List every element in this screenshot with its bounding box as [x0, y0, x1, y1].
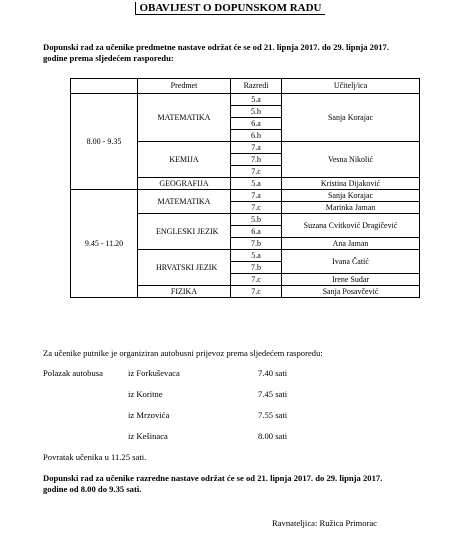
- teacher-cell: Kristina Dijaković: [282, 178, 420, 190]
- document-title: OBAVIJEST O DOPUNSKOM RADU: [0, 2, 460, 14]
- bus-time: 7.40 sati: [258, 368, 288, 378]
- outro-paragraph: Dopunski rad za učenike razredne nastave održat će se od 21. lipnja 2017. do 29. lipnja 2017. godine od 8.00 do 9.35 sati.: [43, 473, 383, 494]
- bus-from: iz Kešinaca: [128, 431, 168, 441]
- subject-cell: MATEMATIKA: [138, 94, 231, 142]
- teacher-cell: Marinka Jaman: [282, 202, 420, 214]
- bus-intro: Za učenike putnike je organiziran autobusni prijevoz prema sljedećem rasporedu:: [43, 348, 323, 358]
- subject-cell: MATEMATIKA: [138, 190, 231, 214]
- subject-cell: HRVATSKI JEZIK: [138, 250, 231, 286]
- class-cell: 7.c: [231, 286, 282, 298]
- bus-label: Polazak autobusa: [43, 368, 103, 378]
- subject-cell: KEMIJA: [138, 142, 231, 178]
- teacher-cell: Irene Sudar: [282, 274, 420, 286]
- bus-time: 8.00 sati: [258, 431, 288, 441]
- teacher-cell: Vesna Nikolić: [282, 142, 420, 178]
- teacher-cell: Suzana Cvitković Dragičević: [282, 214, 420, 238]
- class-cell: 5.a: [231, 94, 282, 106]
- class-cell: 5.a: [231, 250, 282, 262]
- header-time: [71, 79, 138, 94]
- class-cell: 5.b: [231, 106, 282, 118]
- bus-time: 7.45 sati: [258, 389, 288, 399]
- teacher-cell: Sanja Korajac: [282, 190, 420, 202]
- class-cell: 6.a: [231, 226, 282, 238]
- time-slot: 8.00 - 9.35: [71, 94, 138, 190]
- signature: Ravnateljica: Ružica Primorac: [272, 518, 377, 528]
- class-cell: 5.b: [231, 214, 282, 226]
- bus-from: iz Mrzovića: [128, 410, 170, 420]
- class-cell: 7.b: [231, 262, 282, 274]
- bus-from: iz Forkuševaca: [128, 368, 180, 378]
- subject-cell: FIZIKA: [138, 286, 231, 298]
- bus-from: iz Koritne: [128, 389, 163, 399]
- class-cell: 7.b: [231, 238, 282, 250]
- class-cell: 6.b: [231, 130, 282, 142]
- return-text: Povratak učenika u 11.25 sati.: [43, 452, 147, 462]
- header-subject: Predmet: [138, 79, 231, 94]
- header-classes: Razredi: [231, 79, 282, 94]
- subject-cell: GEOGRAFIJA: [138, 178, 231, 190]
- class-cell: 7.b: [231, 154, 282, 166]
- subject-cell: ENGLESKI JEZIK: [138, 214, 231, 250]
- class-cell: 5.a: [231, 178, 282, 190]
- schedule-table: [70, 78, 420, 298]
- table-header-row: [71, 79, 420, 94]
- table-row: [71, 190, 420, 202]
- teacher-cell: Ana Jaman: [282, 238, 420, 250]
- intro-paragraph: Dopunski rad za učenike predmetne nastave održat će se od 21. lipnja 2017. do 29. lipnja 2017. godine prema sljedećem rasporedu:: [43, 42, 389, 63]
- teacher-cell: Ivana Čatić: [282, 250, 420, 274]
- class-cell: 7.a: [231, 190, 282, 202]
- class-cell: 6.a: [231, 118, 282, 130]
- class-cell: 7.c: [231, 274, 282, 286]
- bus-time: 7.55 sati: [258, 410, 288, 420]
- class-cell: 7.c: [231, 166, 282, 178]
- header-teacher: Učitelj/ica: [282, 79, 420, 94]
- time-slot: 9.45 - 11.20: [71, 190, 138, 298]
- class-cell: 7.a: [231, 142, 282, 154]
- teacher-cell: Sanja Posavčević: [282, 286, 420, 298]
- class-cell: 7.c: [231, 202, 282, 214]
- teacher-cell: Sanja Korajac: [282, 94, 420, 142]
- table-row: [71, 94, 420, 106]
